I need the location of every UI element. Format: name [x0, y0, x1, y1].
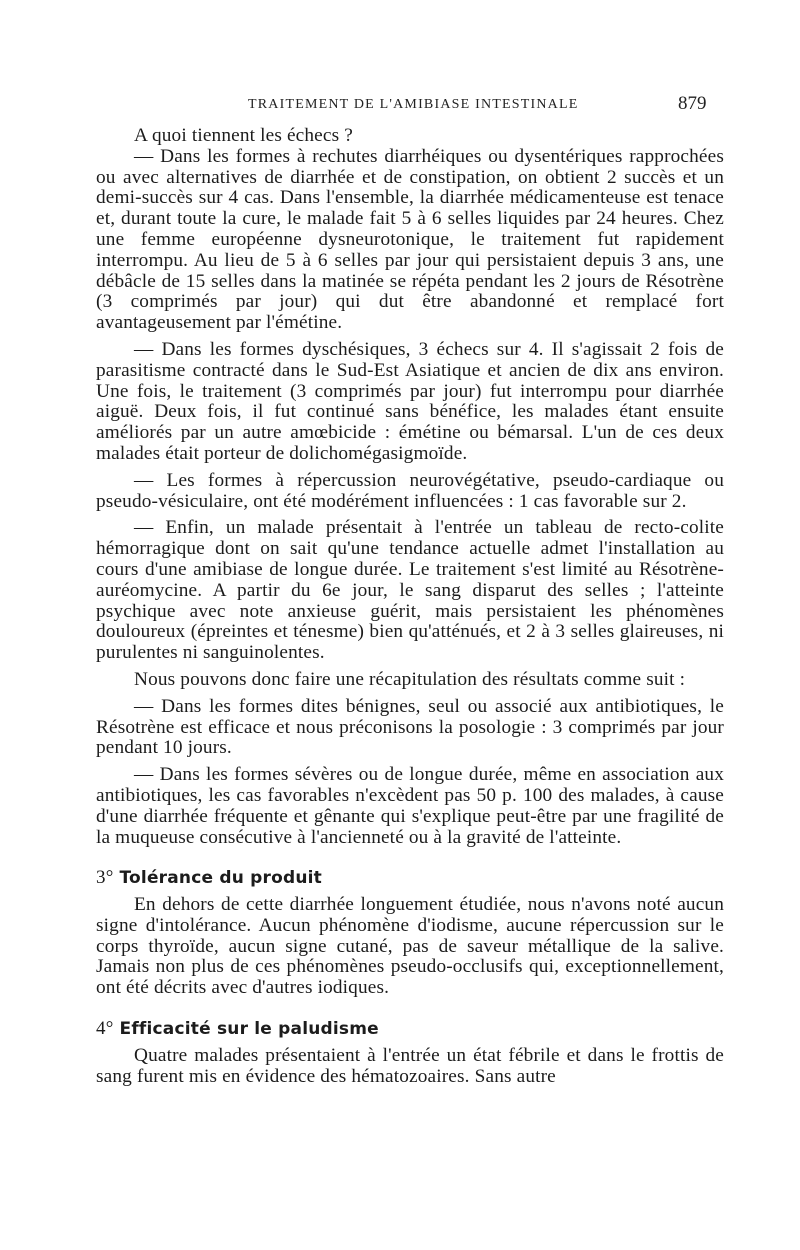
section-number: 4°: [96, 1018, 114, 1040]
paragraph: — Enfin, un malade présentait à l'entrée un tableau de recto-colite hémorragique dont on sait qu'une tendance actuelle admet l'installation au cours d'une amibiase de longue durée. Le traitement s'est limité au Résotrène-auréomycine. A partir du 6e jour, le sang disparut des selles ; l'atteinte psychique avec note anxieuse guérit, mais persistaient les phénomènes douloureux (épreintes et ténesme) bien qu'atténués, et 2 à 3 selles glaireuses, ni purulentes ni sanguinolentes.: [96, 517, 724, 664]
paragraph: — Dans les formes sévères ou de longue durée, même en association aux antibiotiques, les cas favorables n'excèdent pas 50 p. 100 des malades, à cause d'une diarrhée fréquente et gênante qui s'explique peut-être par une fragilité de la muqueuse consécutive à l'ancienneté ou à la gravité de l'atteinte.: [96, 764, 724, 848]
paragraph: — Dans les formes dites bénignes, seul ou associé aux antibiotiques, le Résotrène est efficace et nous préconisons la posologie : 3 comprimés par jour pendant 10 jours.: [96, 695, 724, 759]
page-number: 879: [678, 93, 707, 114]
running-head: [0, 93, 800, 119]
paragraph: Quatre malades présentaient à l'entrée un état fébrile et dans le frottis de sang furent mis en évidence des hématozoaires. Sans autre: [96, 1044, 724, 1087]
running-title: TRAITEMENT DE L'AMIBIASE INTESTINALE: [248, 97, 579, 112]
section-title: Efficacité sur le paludisme: [119, 1019, 379, 1040]
paragraph: A quoi tiennent les échecs ?: [134, 125, 353, 146]
section-number: 3°: [96, 867, 114, 889]
paragraph: — Les formes à répercussion neurovégétative, pseudo-cardiaque ou pseudo-vésiculaire, ont été modérément influencées : 1 cas favorable sur 2.: [96, 469, 724, 512]
paragraph: — Dans les formes dyschésiques, 3 échecs sur 4. Il s'agissait 2 fois de parasitisme contracté dans le Sud-Est Asiatique et ancien de dix ans environ. Une fois, le traitement (3 comprimés par jour) fut interrompu pour diarrhée aiguë. Deux fois, il fut continué sans bénéfice, les malades étant ensuite améliorés par un autre amœbicide : émétine ou bémarsal. L'un de ces deux malades était porteur de dolichomégasigmoïde.: [96, 338, 724, 464]
paragraph: — Dans les formes à rechutes diarrhéiques ou dysentériques rapprochées ou avec alternatives de diarrhée et de constipation, on obtient 2 succès et un demi-succès sur 4 cas. Dans l'ensemble, la diarrhée médicamenteuse est tenace et, durant toute la cure, le malade fait 5 à 6 selles liquides par 24 heures. Chez une femme européenne dysneurotonique, le traitement fut rapidement interrompu. Au lieu de 5 à 6 selles par jour qui persistaient depuis 3 ans, une débâcle de 15 selles dans la matinée se répéta pendant les 2 jours de Résotrène (3 comprimés par jour) qui dut être abandonné et remplacé fort avantageusement par l'émétine.: [96, 145, 724, 334]
paragraph: Nous pouvons donc faire une récapitulation des résultats comme suit :: [134, 668, 686, 690]
section-heading: [96, 868, 724, 889]
section-heading: [96, 1019, 724, 1040]
paragraph: En dehors de cette diarrhée longuement étudiée, nous n'avons noté aucun signe d'intolérance. Aucun phénomène d'iodisme, aucune répercussion sur le corps thyroïde, aucun signe cutané, pas de saveur métallique de la salive. Jamais non plus de ces phénomènes pseudo-occlusifs qui, exceptionnellement, ont été décrits avec d'autres iodiques.: [96, 894, 724, 999]
section-title: Tolérance du produit: [119, 868, 323, 889]
body-text: [96, 126, 724, 1087]
